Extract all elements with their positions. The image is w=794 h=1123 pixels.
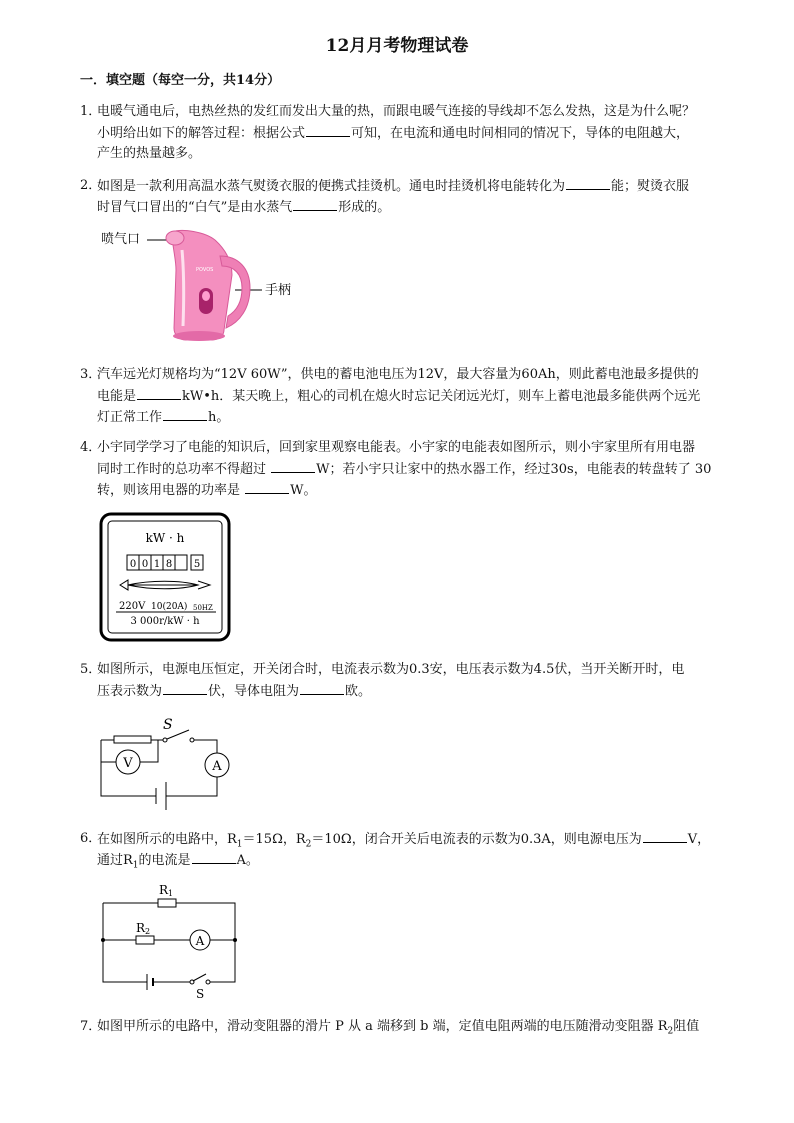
q2-number: 2． (80, 178, 102, 193)
meter-digit: 1 (153, 559, 161, 570)
meter-unit: kW · h (145, 531, 185, 545)
r1-label: R1 (159, 883, 174, 898)
switch-label: S (196, 987, 205, 1001)
q4-number: 4． (80, 440, 102, 455)
meter-voltage: 220V (119, 601, 146, 612)
q4-line2: 同时工作时的总功率不得超过 W；若小宇只让家中的热水器工作，经过30s，电能表的转盘转了 30 (97, 458, 711, 480)
meter-digit: 0 (129, 559, 137, 570)
q5-line1: 如图所示，电源电压恒定，开关闭合时，电流表示数为0.3安，电压表示数为4.5伏，当开关断开时，电 (97, 662, 685, 677)
meter-digit-decimal: 5 (193, 559, 201, 570)
brand-mark: POVOS (196, 267, 214, 273)
ammeter-label: A (212, 759, 222, 774)
q4-line3: 转，则该用电器的功率是 W。 (97, 479, 317, 501)
ammeter-label: A (195, 934, 205, 948)
q4-line1: 小宇同学学习了电能的知识后，回到家里观察电能表。小宇家的电能表如图所示，则小宇家里所有用电器 (97, 440, 696, 455)
q6-number: 6． (80, 831, 102, 846)
q6-line1: 在如图所示的电路中，$R_1=15\Omega$，$R_2=10\Omega$，闭合开关后电流表的示数为0.3A，则电源电压为 V， (97, 828, 710, 856)
section-heading: 一．填空题（每空一分，共14分） (80, 73, 281, 88)
q7-number: 7． (80, 1019, 102, 1034)
handle-label: 手柄 (265, 283, 292, 298)
q3-line1: 汽车远光灯规格均为“12V 60W”，供电的蓄电池电压为12V，最大容量为60Ah，则此蓄电池最多提供的 (97, 367, 699, 382)
q1-line3: 产生的热量越多。 (97, 146, 202, 161)
q5-line2: 压表示数为 伏，导体电阻为 欧。 (97, 680, 371, 702)
page-title: 12月月考物理试卷 (325, 36, 469, 56)
meter-digit: 8 (165, 559, 173, 570)
switch-label: S (163, 717, 173, 733)
q2-line1: 如图是一款利用高温水蒸气熨烫衣服的便携式挂烫机。通电时挂烫机将电能转化为 能；熨烫衣服 (97, 175, 689, 197)
q3-line2: 电能是 kW•h．某天晚上，粗心的司机在熄火时忘记关闭远光灯，则车上蓄电池最多能供两个远光 (97, 385, 700, 407)
q1-line2: 小明给出如下的解答过程：根据公式 可知，在电流和通电时间相同的情况下，导体的电阻越大， (97, 122, 689, 144)
q6-line2: 通过$R_1$的电流是 A。 (97, 849, 259, 877)
q3-line3: 灯正常工作 h。 (97, 406, 229, 428)
meter-current: 10(20A) (151, 602, 188, 612)
voltmeter-label: V (123, 756, 133, 771)
meter-digit: 0 (141, 559, 149, 570)
q1-line1: 电暖气通电后，电热丝热的发红而发出大量的热，而跟电暖气连接的导线却不怎么发热，这是为什么呢？ (97, 104, 696, 119)
q5-number: 5． (80, 662, 102, 677)
q2-line2: 时冒气口冒出的“白气”是由水蒸气 形成的。 (97, 196, 390, 218)
q7-line1: 如图甲所示的电路中，滑动变阻器的滑片 P 从 a 端移到 b 端，定值电阻两端的电压随滑动变阻器 $R_2$阻值 (97, 1019, 700, 1037)
meter-frequency: 50HZ (193, 604, 213, 612)
q3-number: 3． (80, 367, 102, 382)
q1-number: 1． (80, 104, 102, 119)
nozzle-label: 喷气口 (101, 232, 141, 247)
r2-label: R2 (136, 921, 151, 936)
meter-revolutions: 3 000r/kW · h (130, 616, 200, 627)
